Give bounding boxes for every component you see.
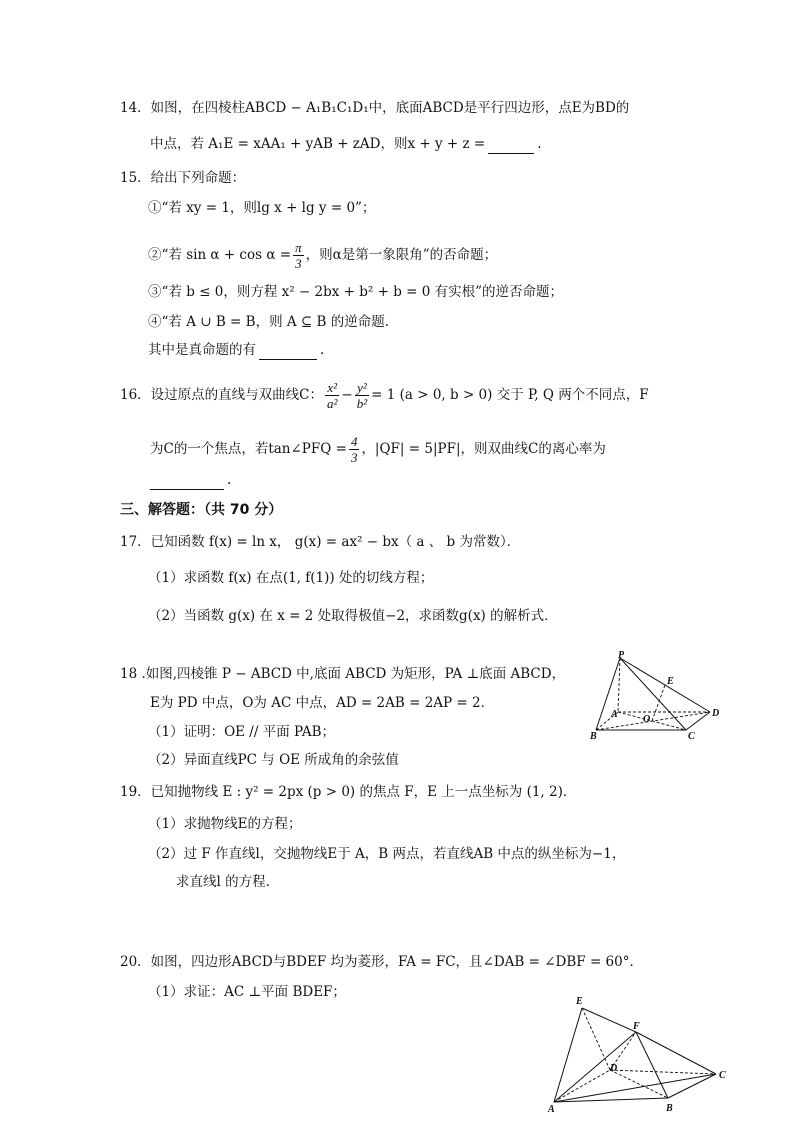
q15-prop2-a: ②“若 sin α + cos α = [148,247,292,263]
q14-line2-text: 中点，若 A₁E = xAA₁ + yAB + zAD，则x + y + z = [150,136,486,152]
q17-stem: 17．已知函数 f(x) = ln x， g(x) = ax² − bx（ a 、 b 为常数）． [120,534,521,550]
q18-pyramid-figure [586,650,736,745]
q20-stem: 20．如图，四边形ABCD与BDEF 均为菱形，FA = FC，且∠DAB = ∠DBF = 60°． [120,954,643,970]
q15-frac-num: π [295,240,302,255]
label-E: E [667,676,674,687]
q20-rhombus-figure [544,990,734,1116]
q17-sub2: （2）当函数 g(x) 在 x = 2 处取得极值−2，求函数g(x) 的解析式． [148,608,558,624]
section-3-heading: 三、解答题：（共 70 分） [120,502,283,518]
label-B: B [590,731,597,742]
q15-ask [148,340,324,360]
q15-pi-over-3 [293,240,304,271]
edge-FC [636,1032,716,1074]
label-O: O [643,714,651,725]
q19-stem: 19．已知抛物线 E : y² = 2px (p > 0) 的焦点 F，E 上一点坐标为 (1, 2)． [120,784,577,800]
q18-sub1: （1）证明：OE // 平面 PAB； [148,724,335,740]
q15-frac-den: 3 [295,256,302,271]
label-A: A [548,1104,555,1115]
edge-FA [554,1032,636,1102]
q16-line1-b: = 1 (a > 0, b > 0) 交于 P, Q 两个不同点，F [371,387,649,403]
q16-line2 [150,434,606,465]
label-B: B [666,1103,673,1114]
edge-ED [582,1008,610,1070]
q14-line2 [150,134,542,154]
q16-frac-43 [349,434,360,465]
diag-AC [554,1074,716,1102]
q15-prop1: ①“若 xy = 1，则lg x + lg y = 0”； [148,200,376,216]
edge-PA [618,658,620,712]
q16-answer-blank[interactable] [150,475,224,490]
q14-line1: 14．如图，在四棱柱ABCD − A₁B₁C₁D₁中，底面ABCD是平行四边形，点E为BD的 [120,100,630,116]
q16-frac-y [355,380,369,411]
q19-sub2-line1: （2）过 F 作直线l，交抛物线E于 A，B 两点，若直线AB 中点的纵坐标为−1， [148,846,626,862]
q16-frac-y-den: b² [356,396,368,411]
q20-sub1: （1）求证：AC ⊥平面 BDEF； [148,984,346,1000]
q16-frac-43-num: 4 [350,434,358,449]
q18-line2: E为 PD 中点，O为 AC 中点，AD = 2AB = 2AP = 2． [150,695,495,711]
edge-PD [620,658,710,712]
q16-line2-b: ，|QF| = 5|PF|，则双曲线C的离心率为 [361,441,606,457]
q15-prop3: ③“若 b ≤ 0，则方程 x² − 2bx + b² + b = 0 有实根”的逆否命题； [148,284,564,300]
q16-line1 [120,380,649,411]
edge-CD [686,712,710,730]
label-C: C [719,1070,726,1081]
q16-frac-43-den: 3 [350,450,358,465]
q19-sub1: （1）求抛物线E的方程； [148,816,302,832]
q14-end: . [537,136,542,152]
q16-line2-a: 为C的一个焦点，若tan∠PFQ = [150,441,347,457]
label-C: C [688,731,695,742]
label-F: F [633,1021,640,1032]
q16-line1-a: 16．设过原点的直线与双曲线C： [120,387,324,403]
q18-line1: 18 .如图,四棱锥 P − ABCD 中,底面 ABCD 为矩形，PA ⊥底面 ABCD， [120,666,566,682]
q15-prop4: ④“若 A ∪ B = B，则 A ⊆ B 的逆命题． [148,314,399,330]
edge-EF [582,1008,636,1032]
seg-OE [652,685,665,721]
q17-sub1: （1）求函数 f(x) 在点(1, f(1)) 处的切线方程； [148,570,434,586]
edge-DC [610,1070,716,1074]
q16-line3 [150,470,231,490]
q15-prop2-b: ，则α是第一象限角”的否命题； [305,247,498,263]
q15-answer-blank[interactable] [259,345,317,360]
edge-FB [636,1032,668,1098]
label-E: E [576,996,583,1007]
label-D: D [610,1063,618,1074]
q16-frac-y-num: y² [355,380,369,396]
q16-frac-x-den: a² [327,396,338,411]
q16-frac-x [325,380,339,411]
label-D: D [712,708,720,719]
q15-title: 15．给出下列命题： [120,170,246,186]
q14-answer-blank[interactable] [488,139,534,154]
q15-end: . [320,342,325,358]
label-P: P [618,650,625,661]
q15-ask-text: 其中是真命题的有 [148,342,256,358]
q19-sub2-line2: 求直线l 的方程. [176,874,270,890]
label-A: A [611,709,618,720]
q16-frac-x-num: x² [325,380,339,396]
q15-prop2 [148,240,497,271]
q18-sub2: （2）异面直线PC 与 OE 所成角的余弦值 [148,752,399,768]
q16-end: . [227,472,232,488]
edge-BC [668,1074,716,1098]
q16-minus: − [341,387,353,403]
